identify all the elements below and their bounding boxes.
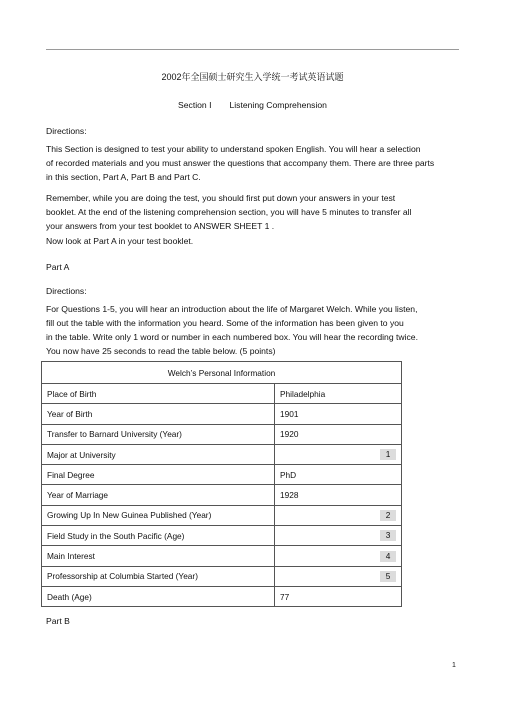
row-label: Year of Birth: [42, 404, 275, 424]
part-a-line: You now have 25 seconds to read the table below. (5 points): [46, 346, 276, 356]
row-value: [275, 566, 402, 586]
exam-title: 2002年全国硕士研究生入学统一考试英语试题: [161, 72, 344, 82]
table-row: [42, 424, 402, 444]
header-rule: [46, 49, 459, 50]
row-label: Death (Age): [42, 586, 275, 606]
part-a-line: fill out the table with the information you heard. Some of the information has been given to you: [46, 318, 404, 328]
row-label: Main Interest: [42, 546, 275, 566]
table-row: [42, 444, 402, 464]
remember-paragraph: [46, 191, 459, 233]
page-number: 1: [452, 662, 456, 669]
table-row: [42, 505, 402, 525]
table-row: [42, 404, 402, 424]
part-a-label: Part A: [46, 262, 70, 272]
row-label: Year of Marriage: [42, 485, 275, 505]
answer-box-number: 5: [380, 571, 396, 582]
row-value: 77: [275, 586, 402, 606]
directions-label: Directions:: [46, 126, 87, 136]
table-row: [42, 586, 402, 606]
intro-paragraph: [46, 142, 459, 184]
intro-line: in this section, Part A, Part B and Part C.: [46, 172, 201, 182]
row-value: PhD: [275, 465, 402, 485]
row-value: 1928: [275, 485, 402, 505]
row-value: [275, 444, 402, 464]
table-row: [42, 485, 402, 505]
row-label: Professorship at Columbia Started (Year): [42, 566, 275, 586]
answer-box-number: 4: [380, 551, 396, 562]
part-b-label: Part B: [46, 616, 70, 626]
answer-box-number: 2: [380, 510, 396, 521]
part-a-paragraph: [46, 302, 459, 358]
row-value: 1920: [275, 424, 402, 444]
answer-box-number: 1: [380, 449, 396, 460]
table-row: [42, 546, 402, 566]
part-a-line: For Questions 1-5, you will hear an introduction about the life of Margaret Welch. While you listen,: [46, 304, 418, 314]
table-heading: Welch’s Personal Information: [42, 362, 402, 384]
remember-line: booklet. At the end of the listening comprehension section, you will have 5 minutes to transfer all: [46, 207, 412, 217]
part-a-directions-label: Directions:: [46, 286, 87, 296]
remember-line: your answers from your test booklet to ANSWER SHEET 1 .: [46, 221, 275, 231]
row-label: Field Study in the South Pacific (Age): [42, 526, 275, 546]
row-label: Growing Up In New Guinea Published (Year): [42, 505, 275, 525]
answer-box-number: 3: [380, 530, 396, 541]
table-row: [42, 465, 402, 485]
row-label: Place of Birth: [42, 384, 275, 404]
personal-info-table: [41, 361, 402, 607]
row-value: [275, 505, 402, 525]
remember-line: Remember, while you are doing the test, you should first put down your answers in your test: [46, 193, 396, 203]
row-label: Major at University: [42, 444, 275, 464]
section-heading: [0, 100, 505, 111]
row-value: [275, 526, 402, 546]
table-row: [42, 566, 402, 586]
part-a-line: in the table. Write only 1 word or number in each numbered box. You will hear the recording twice.: [46, 332, 418, 342]
row-label: Final Degree: [42, 465, 275, 485]
section-number: Section I: [178, 100, 212, 110]
table-row: [42, 384, 402, 404]
row-value: [275, 546, 402, 566]
intro-line: of recorded materials and you must answer the questions that accompany them. There are three parts: [46, 158, 435, 168]
table-row: [42, 526, 402, 546]
row-label: Transfer to Barnard University (Year): [42, 424, 275, 444]
section-name: Listening Comprehension: [229, 100, 327, 110]
table-heading-row: [42, 362, 402, 384]
row-value: Philadelphia: [275, 384, 402, 404]
row-value: 1901: [275, 404, 402, 424]
now-look-text: Now look at Part A in your test booklet.: [46, 236, 194, 246]
intro-line: This Section is designed to test your ability to understand spoken English. You will hear a selection: [46, 144, 421, 154]
